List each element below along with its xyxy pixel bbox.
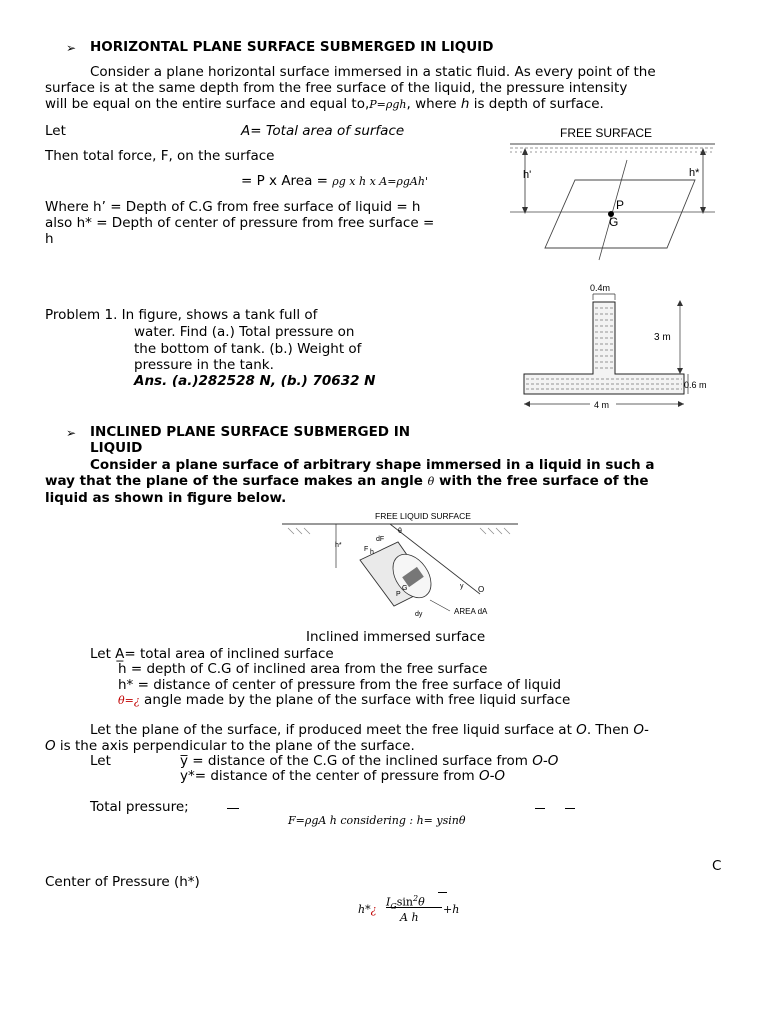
pressure-formula: P=ρgh (369, 98, 407, 111)
para-text: , where (406, 96, 461, 112)
cp-i: I (386, 895, 391, 909)
height-label: 3 m (654, 332, 671, 343)
where-line: also h* = Depth of center of pressure from free surface = (45, 215, 435, 231)
fraction-bar (386, 907, 442, 908)
bold-para-line: Consider a plane surface of arbitrary shape immersed in a liquid in such a (90, 457, 655, 473)
problem-answer: Ans. (a.)282528 N, (b.) 70632 N (134, 373, 376, 389)
cp-denominator: A h (400, 911, 419, 924)
h-star-label-2: h* (335, 542, 342, 549)
problem-line: the bottom of tank. (b.) Weight of (134, 341, 362, 357)
df-label: dF (376, 536, 385, 543)
base-height-label: 0.6 m (684, 380, 707, 390)
cp-theta: θ (418, 895, 425, 909)
axis-o: O-O (532, 753, 559, 769)
theta-def: θ=¿ (118, 694, 140, 707)
problem-line: water. Find (a.) Total pressure on (134, 324, 355, 340)
cp-lhs (358, 902, 377, 918)
cp-plus-h: +h (443, 903, 460, 916)
para-line: surface is at the same depth from the free surface of the liquid, the pressure intensity (45, 80, 628, 96)
axis-text: Let the plane of the surface, if produced meet the free liquid surface at (90, 722, 577, 738)
section-heading-horizontal: HORIZONTAL PLANE SURFACE SUBMERGED IN LIQUID (90, 39, 494, 55)
ybar-definition (180, 753, 558, 769)
axis-o: O- (633, 722, 649, 738)
section-heading-inclined-2: LIQUID (90, 440, 143, 456)
h-prime-label: h' (523, 169, 532, 181)
force-equation (241, 173, 428, 190)
axis-o: O (45, 738, 56, 754)
dy-label: dy (415, 611, 423, 618)
force-eq-text: = P x Area = (241, 173, 333, 189)
bold-text: with the free surface of the (434, 473, 649, 489)
p-label: P (616, 198, 625, 212)
axis-text: is the axis perpendicular to the plane of the surface. (55, 738, 415, 754)
axis-para-line (45, 738, 415, 754)
para-line: Consider a plane horizontal surface immersed in a static fluid. As every point of the (90, 64, 656, 80)
axis-text: . Then (586, 722, 634, 738)
where-line: h (45, 231, 54, 247)
bold-para-line (45, 473, 649, 490)
cp-exp: 2 (413, 894, 419, 903)
inclined-surface-figure (280, 508, 520, 628)
let-label: Let (45, 123, 66, 139)
bold-para-line: liquid as shown in figure below. (45, 490, 287, 506)
problem-line: Problem 1. In figure, shows a tank full of (45, 307, 318, 323)
bold-text: way that the plane of the surface makes an angle (45, 473, 428, 489)
total-force-line: Then total force, F, on the surface (45, 148, 275, 164)
para-text: is depth of surface. (469, 96, 604, 112)
where-line: Where h’ = Depth of C.G from free surface of liquid = h (45, 199, 421, 215)
area-da-label: AREA dA (454, 607, 488, 616)
g-label: G (609, 215, 619, 229)
let-area-definition: A= Total area of surface (241, 123, 405, 139)
overbar-mark (438, 892, 447, 893)
axis-o: O (576, 722, 587, 738)
overbar-mark (565, 808, 575, 809)
overbar-mark (535, 808, 545, 809)
stray-character: C (712, 858, 722, 874)
base-width-label: 4 m (594, 400, 610, 410)
cp-red-mark: ¿ (370, 903, 377, 916)
figure-caption: Inclined immersed surface (306, 629, 486, 645)
overbar-mark (227, 808, 239, 809)
definition-line (118, 692, 570, 709)
free-surface-label: FREE SURFACE (560, 126, 653, 140)
free-liquid-surface-label: FREE LIQUID SURFACE (375, 511, 471, 521)
para-text: will be equal on the entire surface and equal to, (45, 96, 370, 112)
h-star-label: h* (689, 167, 700, 179)
p-label-2: P (396, 591, 401, 598)
h-symbol: h (460, 96, 470, 112)
ybar-text: y̅ = distance of the C.G of the inclined surface from (180, 753, 533, 769)
total-pressure-equation: F=ρgA h considering : h= ysinθ (288, 814, 466, 827)
cp-hstar: h* (358, 903, 371, 916)
bullet-arrow: ➢ (66, 41, 77, 55)
bullet-arrow: ➢ (66, 426, 77, 440)
ystar-text: y*= distance of the center of pressure from (180, 768, 479, 784)
tank-figure (510, 280, 725, 415)
definition-text: angle made by the plane of the surface with free liquid surface (139, 692, 571, 708)
axis-o: O-O (478, 768, 506, 784)
total-pressure-label: Total pressure; (90, 799, 189, 815)
para-line-formula (45, 96, 604, 113)
f-label: F (364, 546, 369, 553)
g-label-2: G (402, 585, 408, 592)
h-label: h (370, 549, 374, 556)
horizontal-surface-figure (505, 120, 720, 270)
problem-line: pressure in the tank. (134, 357, 274, 373)
let-label: Let (90, 753, 111, 769)
section-heading-inclined: INCLINED PLANE SURFACE SUBMERGED IN (90, 424, 411, 440)
y-label: y (460, 583, 464, 590)
o-label: O (478, 585, 485, 594)
axis-para-line (90, 722, 649, 738)
center-of-pressure-label: Center of Pressure (h*) (45, 874, 200, 890)
theta-symbol: θ (427, 475, 435, 488)
ystar-definition (180, 768, 505, 784)
force-eq-formula: ρg x h x A=ρgAh' (332, 175, 428, 188)
cp-sin: sin (396, 895, 413, 909)
theta-label: θ (398, 528, 402, 535)
top-width-label: 0.4m (590, 283, 611, 293)
definition-line: Let A= total area of inclined surface (90, 646, 334, 662)
definition-line: h* = distance of center of pressure from the free surface of liquid (118, 677, 562, 693)
definition-line: h̅ = depth of C.G of inclined area from the free surface (118, 661, 488, 677)
cp-sub: G (390, 901, 397, 911)
